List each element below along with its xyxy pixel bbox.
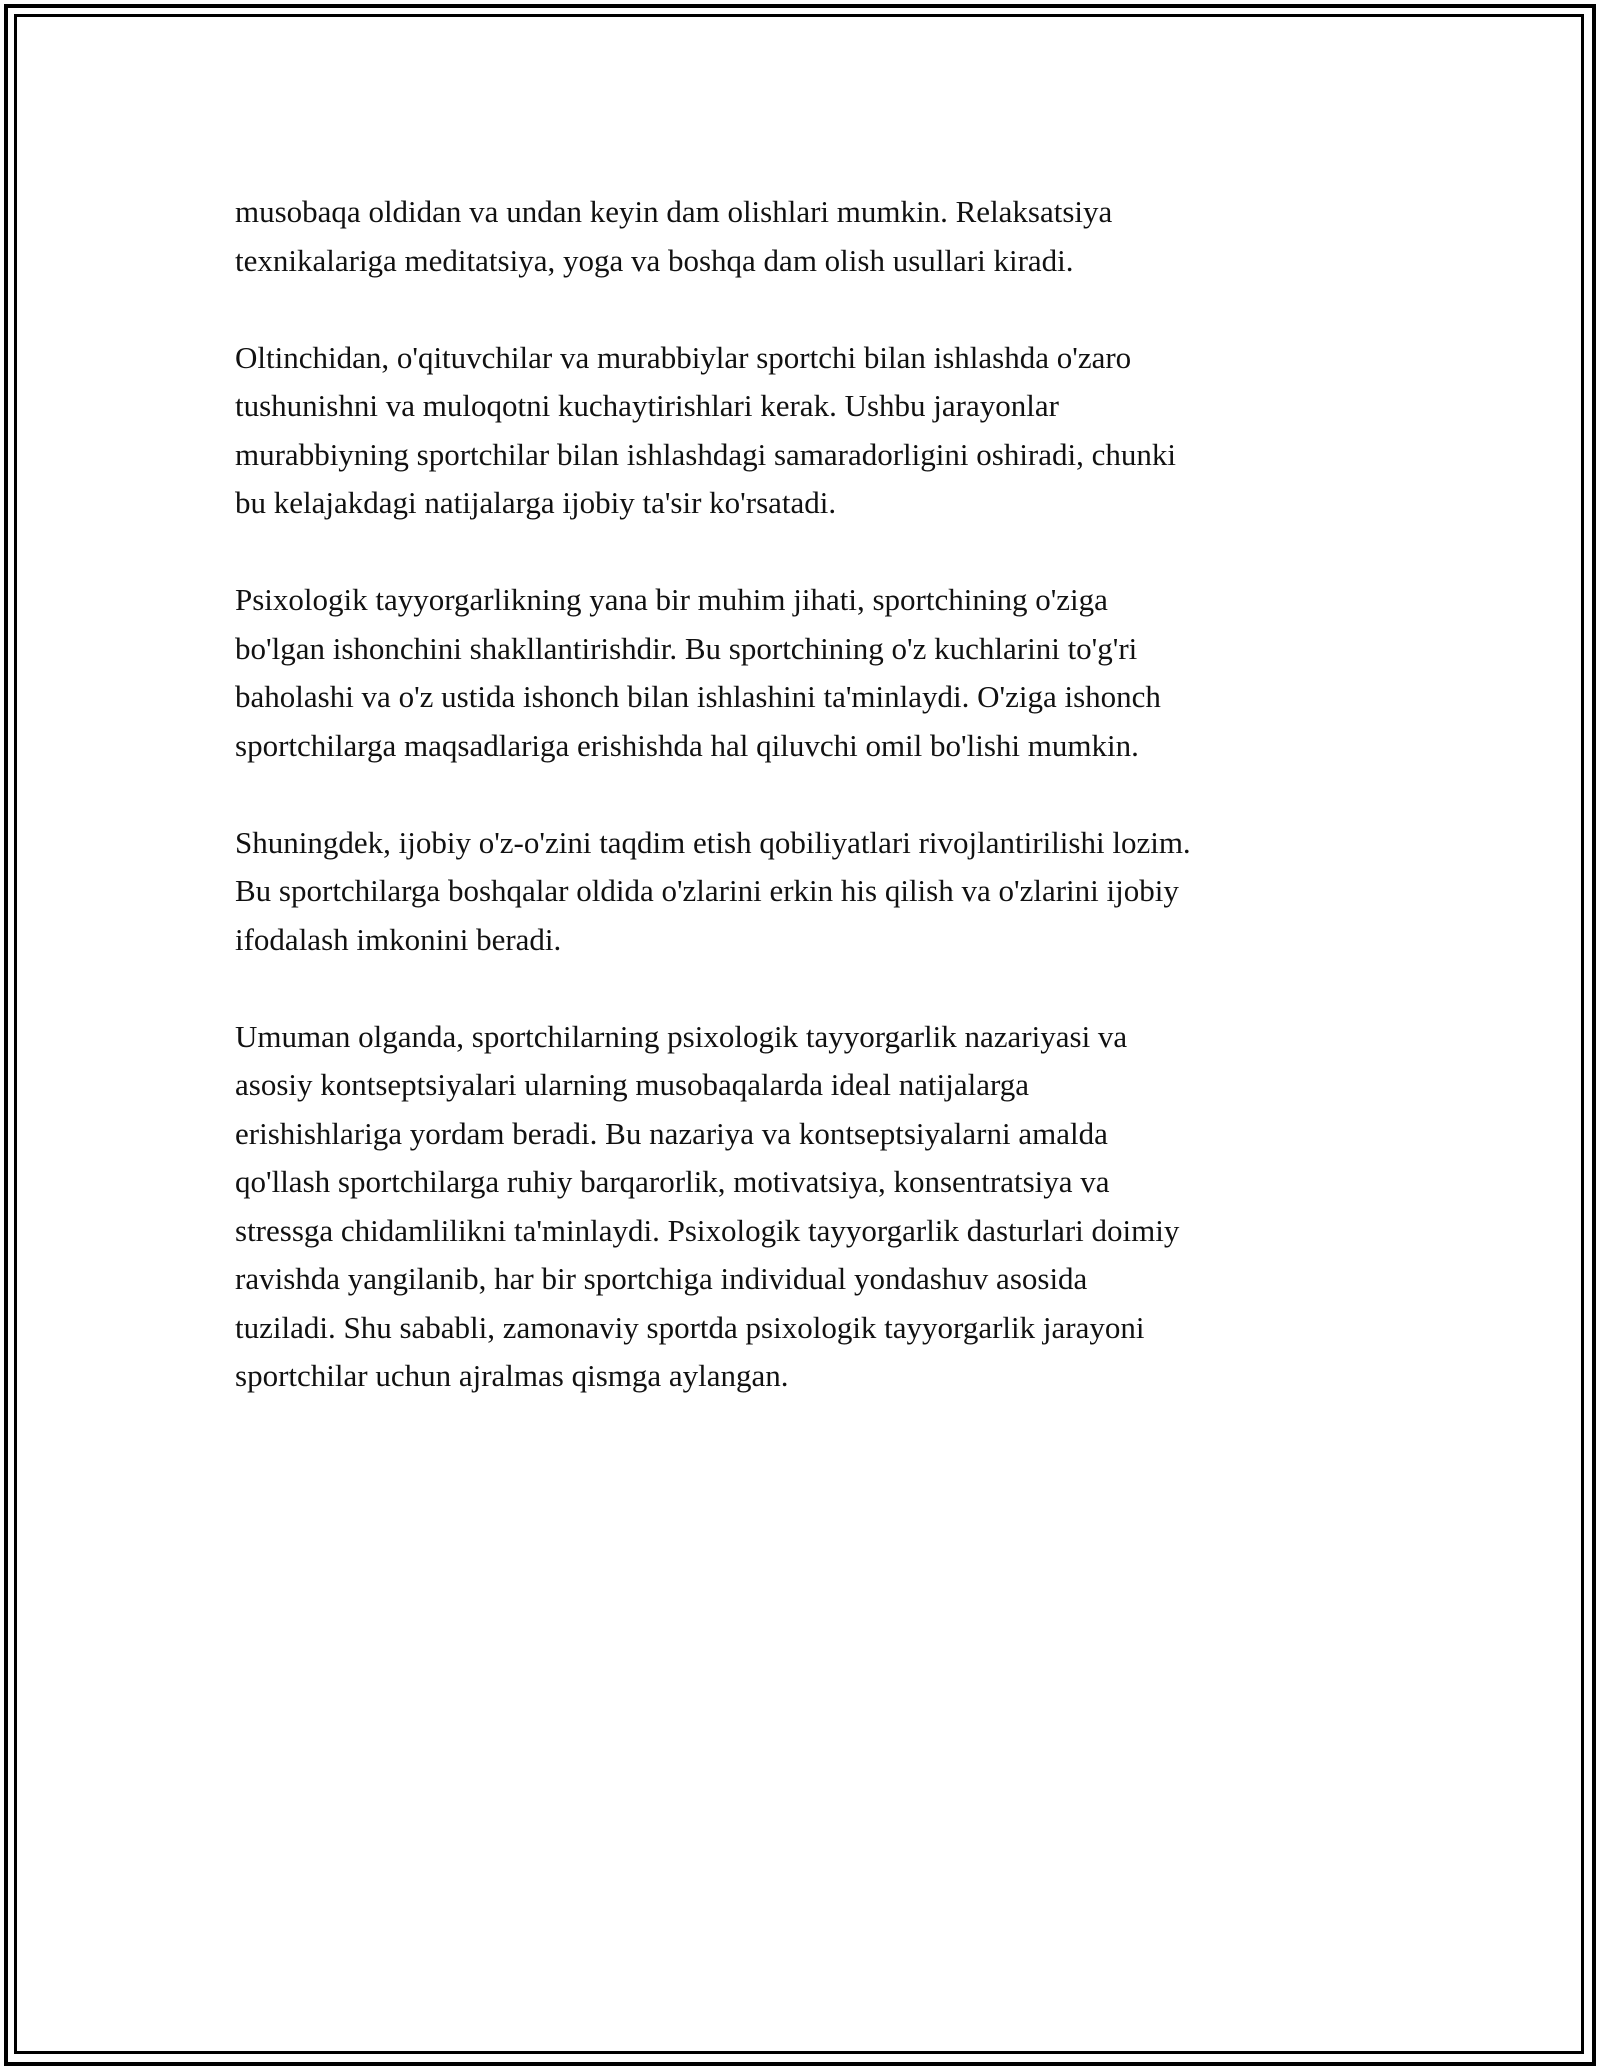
text-line: stressga chidamlilikni ta'minlaydi. Psixologik tayyorgarlik dasturlari doimiy bbox=[235, 1212, 1180, 1248]
paragraph-shuningdek bbox=[235, 819, 1385, 965]
document-body bbox=[235, 188, 1385, 1449]
text-line: bu kelajakdagi natijalarga ijobiy ta'sir ko'rsatadi. bbox=[235, 485, 837, 520]
paragraph-oltinchidan bbox=[235, 334, 1385, 528]
text-line: asosiy kontseptsiyalari ularning musobaqalarda ideal natijalarga bbox=[235, 1067, 1029, 1102]
paragraph-ishonch bbox=[235, 576, 1385, 770]
text-line: Umuman olganda, sportchilarning psixologik tayyorgarlik nazariyasi va bbox=[235, 1018, 1128, 1054]
text-line: bo'lgan ishonchini shakllantirishdir. Bu sportchining o'z kuchlarini to'g'ri bbox=[235, 630, 1138, 666]
text-line: qo'llash sportchilarga ruhiy barqarorlik, motivatsiya, konsentratsiya va bbox=[235, 1164, 1110, 1199]
text-line: sportchilar uchun ajralmas qismga aylangan. bbox=[235, 1358, 789, 1393]
text-line: murabbiyning sportchilar bilan ishlashdagi samaradorligini oshiradi, chunki bbox=[235, 436, 1177, 472]
paragraph-relaksatsiya bbox=[235, 188, 1385, 285]
text-line: ravishda yangilanib, har bir sportchiga individual yondashuv asosida bbox=[235, 1261, 1088, 1296]
text-line: Psixologik tayyorgarlikning yana bir muhim jihati, sportchining o'ziga bbox=[235, 582, 1108, 617]
text-line: tuziladi. Shu sababli, zamonaviy sportda psixologik tayyorgarlik jarayoni bbox=[235, 1309, 1145, 1345]
text-line: baholashi va o'z ustida ishonch bilan ishlashini ta'minlaydi. O'ziga ishonch bbox=[235, 679, 1161, 714]
text-line: Bu sportchilarga boshqalar oldida o'zlarini erkin his qilish va o'zlarini ijobiy bbox=[235, 873, 1179, 908]
text-line: Shuningdek, ijobiy o'z-o'zini taqdim etish qobiliyatlari rivojlantirilishi lozim. bbox=[235, 824, 1191, 860]
text-line: ifodalash imkonini beradi. bbox=[235, 921, 562, 957]
text-line: Oltinchidan, o'qituvchilar va murabbiylar sportchi bilan ishlashda o'zaro bbox=[235, 339, 1132, 375]
text-line: erishishlariga yordam beradi. Bu nazariya va kontseptsiyalarni amalda bbox=[235, 1115, 1108, 1151]
text-line: sportchilarga maqsadlariga erishishda hal qiluvchi omil bo'lishi mumkin. bbox=[235, 727, 1139, 763]
paragraph-umuman bbox=[235, 1013, 1385, 1401]
text-line: musobaqa oldidan va undan keyin dam olishlari mumkin. Relaksatsiya bbox=[235, 194, 1113, 229]
text-line: texnikalariga meditatsiya, yoga va boshqa dam olish usullari kiradi. bbox=[235, 242, 1074, 278]
text-line: tushunishni va muloqotni kuchaytirishlari kerak. Ushbu jarayonlar bbox=[235, 388, 1059, 423]
